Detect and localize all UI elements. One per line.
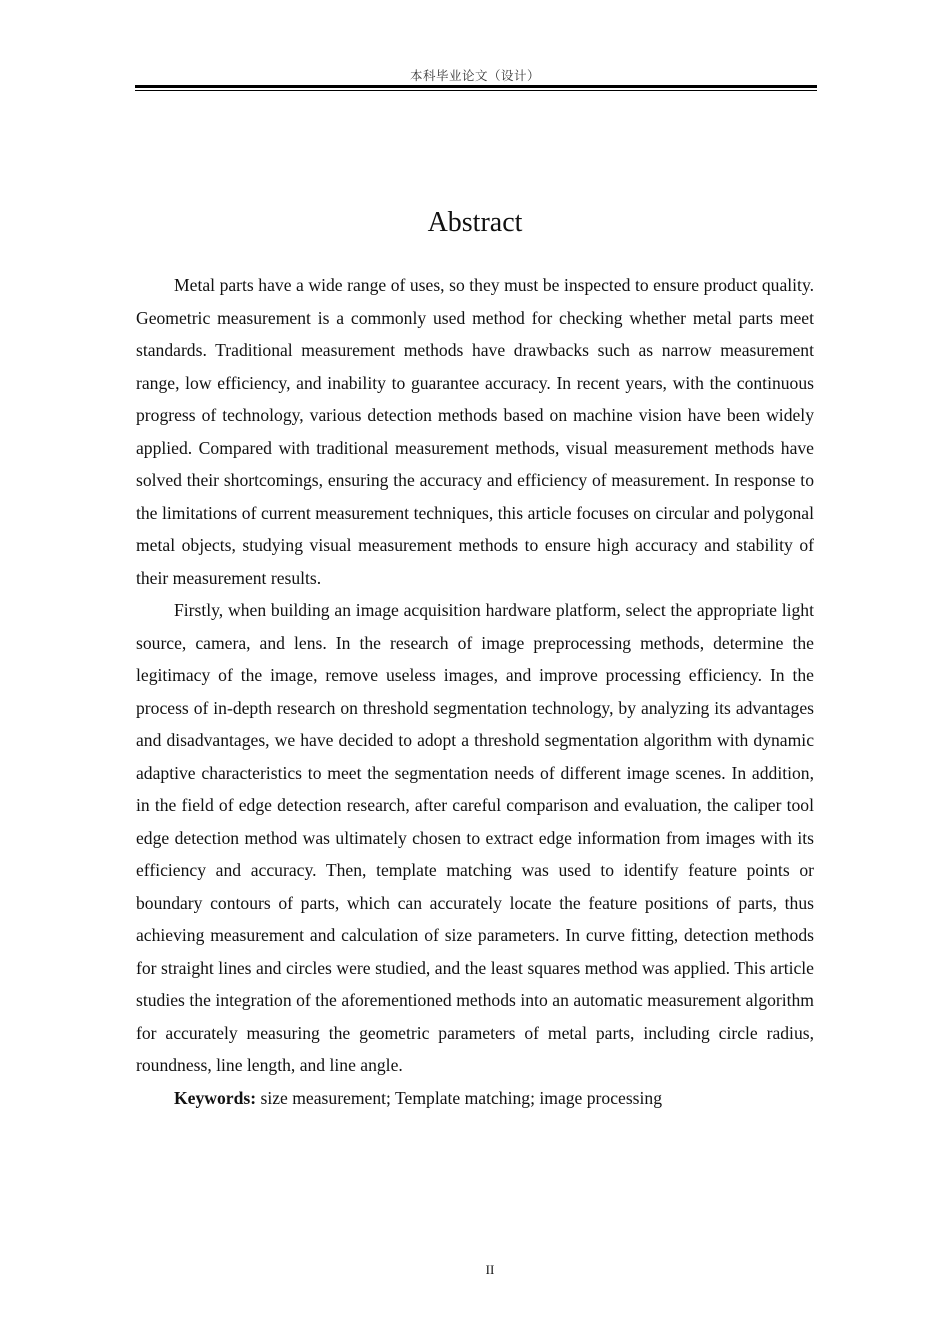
- abstract-heading: Abstract: [427, 207, 523, 238]
- header-rule-thick: [135, 85, 817, 88]
- abstract-paragraph-2: Firstly, when building an image acquisition hardware platform, select the appropriate light source, camera, and lens. In the research of image preprocessing methods, determine the legitimacy of the image, remove useless images, and improve processing efficiency. In the process of in-depth research on threshold segmentation technology, by analyzing its advantages and disadvantages, we have decided to adopt a threshold segmentation algorithm with dynamic adaptive characteristics to meet the segmentation needs of different image scenes. In addition, in the field of edge detection research, after careful comparison and evaluation, the caliper tool edge detection method was ultimately chosen to extract edge information from images with its efficiency and accuracy. Then, template matching was used to identify feature points or boundary contours of parts, which can accurately locate the feature positions of parts, thus achieving measurement and calculation of size parameters. In curve fitting, detection methods for straight lines and circles were studied, and the least squares method was applied. This article studies the integration of the aforementioned methods into an automatic measurement algorithm for accurately measuring the geometric parameters of metal parts, including circle radius, roundness, line length, and line angle.: [136, 600, 814, 1075]
- keywords-text: size measurement; Template matching; image processing: [260, 1087, 663, 1108]
- keywords-line: [136, 1082, 814, 1115]
- page-number: II: [485, 1262, 495, 1277]
- keywords-label: Keywords:: [174, 1087, 257, 1108]
- abstract-paragraph-1: Metal parts have a wide range of uses, so they must be inspected to ensure product quality. Geometric measurement is a commonly used method for checking whether metal parts meet standards. Traditional measurement methods have drawbacks such as narrow measurement range, low efficiency, and inability to guarantee accuracy. In recent years, with the continuous progress of technology, various detection methods based on machine vision have been widely applied. Compared with traditional measurement methods, visual measurement methods have solved their shortcomings, ensuring the accuracy and efficiency of measurement. In response to the limitations of current measurement techniques, this article focuses on circular and polygonal metal objects, studying visual measurement methods to ensure high accuracy and stability of their measurement results.: [136, 275, 814, 588]
- abstract-body: [136, 269, 814, 1114]
- page-header: 本科毕业论文（设计）: [409, 68, 540, 83]
- header-rule-thin: [135, 90, 817, 91]
